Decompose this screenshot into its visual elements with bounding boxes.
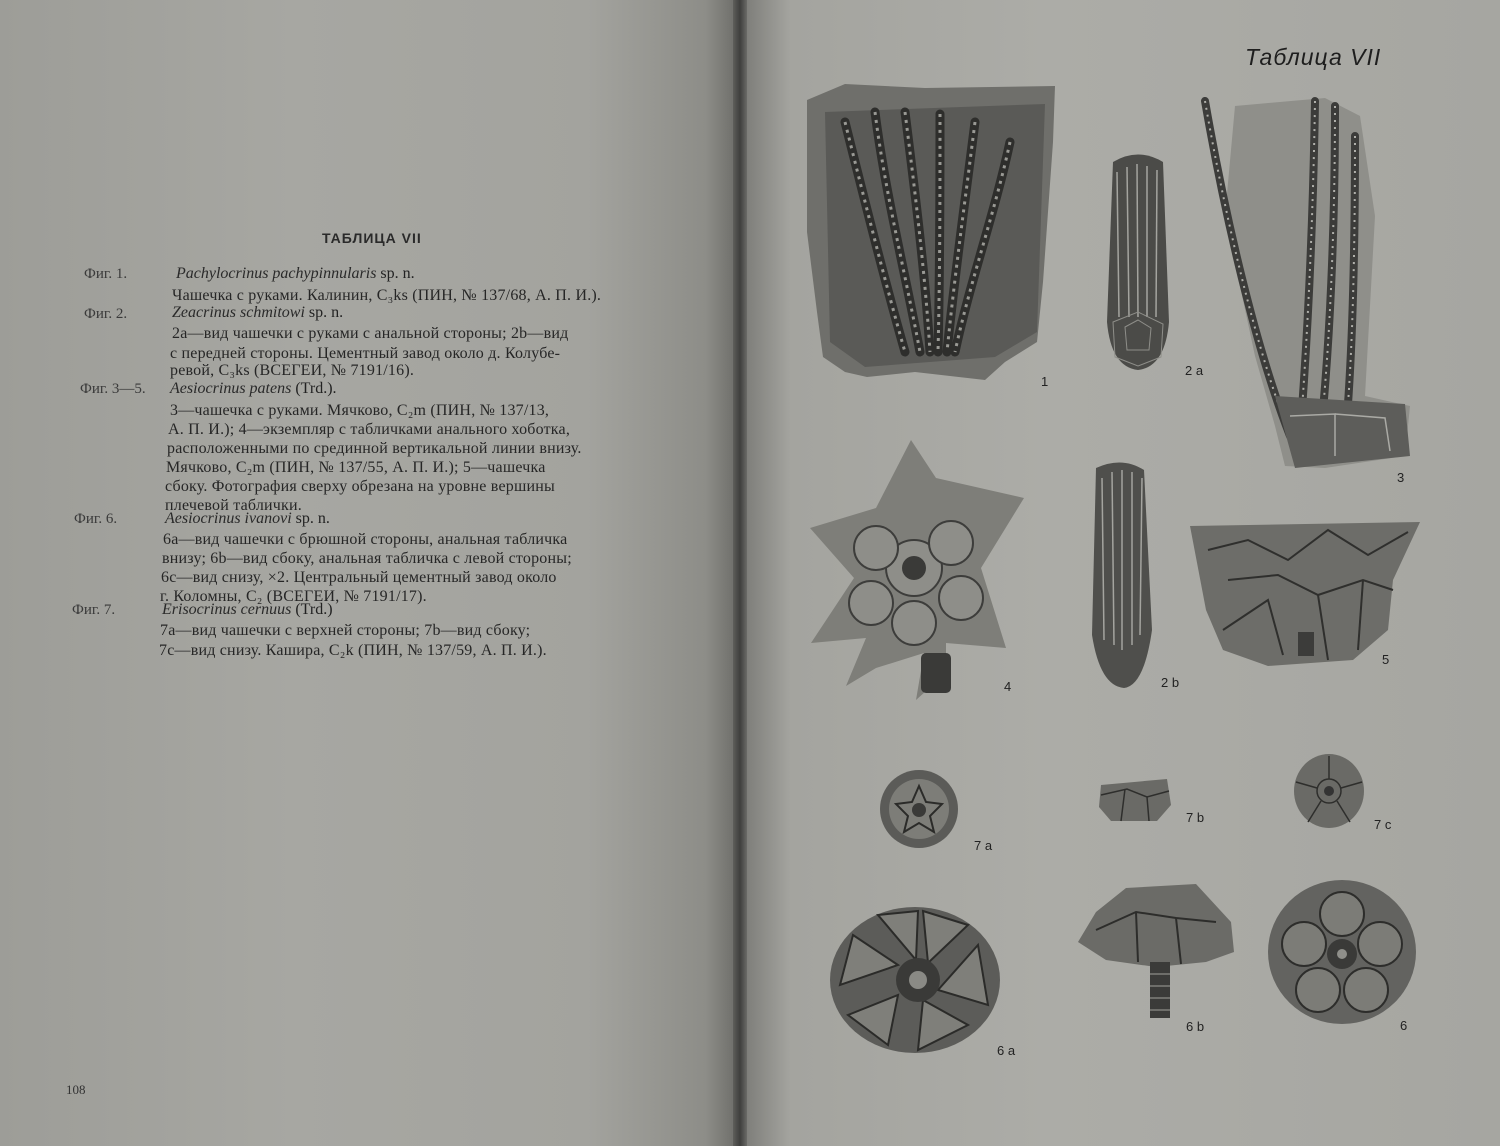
caption-line: с передней стороны. Цементный завод около д. Колубе-: [170, 345, 561, 362]
species-name: Erisocrinus cernuus: [162, 601, 292, 618]
caption-line: 6a—вид чашечки с брюшной стороны, анальная табличка: [163, 531, 568, 548]
caption-line: расположенными по срединной вертикальной линии внизу.: [167, 440, 582, 457]
species-name: Zeacrinus schmitowi: [172, 304, 305, 321]
figure-label-6b: 6 b: [1186, 1019, 1205, 1034]
figure-label-6a: 6 a: [997, 1043, 1016, 1058]
fossil-photo-fig6a: [828, 905, 1003, 1055]
species-suffix: (Trd.): [291, 601, 333, 618]
species-suffix: sp. n.: [304, 304, 344, 321]
figure-label-1: 1: [1041, 374, 1049, 389]
figure-label-3: 3: [1397, 470, 1405, 485]
species-suffix: sp. n.: [291, 510, 330, 527]
caption-label: Фиг. 7.: [72, 602, 116, 618]
caption-title: [172, 304, 343, 322]
figure-captions: [0, 0, 735, 760]
species-name: Aesiocrinus ivanovi: [165, 510, 292, 527]
species-name: Pachylocrinus pachypinnularis: [176, 265, 377, 282]
figure-label-2a: 2 a: [1185, 363, 1204, 378]
caption-line: 3—чашечка с руками. Мячково, C₂m (ПИН, № 137/13,: [170, 402, 550, 419]
figure-label-2b: 2 b: [1161, 675, 1180, 690]
figure-label-7b: 7 b: [1186, 810, 1205, 825]
caption-line: 6c—вид снизу, ×2. Центральный цементный завод около: [161, 569, 557, 586]
caption-line: плечевой таблички.: [165, 497, 302, 514]
species-suffix: sp. n.: [376, 265, 415, 282]
fossil-photo-fig7b: [1097, 775, 1173, 823]
book-gutter: [733, 0, 747, 1146]
caption-line: 7c—вид снизу. Кашира, C₂k (ПИН, № 137/59, А. П. И.).: [159, 642, 547, 659]
caption-line: 7a—вид чашечки с верхней стороны; 7b—вид сбоку;: [160, 622, 531, 639]
caption-line: г. Коломны, C₂ (ВСЕГЕИ, № 7191/17).: [160, 588, 427, 605]
caption-label: Фиг. 1.: [84, 266, 128, 282]
caption-line: А. П. И.); 4—экземпляр с табличками анального хоботка,: [168, 421, 571, 438]
caption-title: [170, 380, 337, 398]
plate-title: Таблица VII: [1245, 44, 1382, 70]
figure-label-5: 5: [1382, 652, 1390, 667]
caption-title: [165, 510, 330, 528]
fossil-photo-fig6b: [1076, 882, 1236, 1022]
figure-label-7a: 7 a: [974, 838, 993, 853]
fossil-photo-fig7c: [1292, 752, 1366, 830]
fossil-photo-fig6c: [1266, 878, 1418, 1028]
plate-caption-heading: ТАБЛИЦА VII: [322, 230, 422, 246]
fossil-photo-fig1: [805, 82, 1060, 382]
caption-line: ревой, C₃ks (ВСЕГЕИ, № 7191/16).: [170, 362, 415, 379]
caption-label: Фиг. 6.: [74, 511, 118, 527]
fossil-photo-fig7a: [878, 768, 960, 850]
caption-line: Мячково, C₂m (ПИН, № 137/55, А. П. И.); 5—чашечка: [166, 459, 546, 476]
caption-line: внизу; 6b—вид сбоку, анальная табличка с левой стороны;: [162, 550, 572, 567]
fossil-photo-fig4: [806, 438, 1032, 703]
caption-title: [176, 265, 415, 283]
fossil-photo-fig3: [1195, 96, 1420, 471]
caption-title: [162, 601, 333, 619]
fossil-photo-fig2b: [1084, 460, 1159, 690]
caption-label: Фиг. 2.: [84, 306, 128, 322]
page-number: 108: [66, 1082, 86, 1097]
caption-line: 2a—вид чашечки с руками с анальной стороны; 2b—вид: [172, 325, 569, 342]
species-name: Aesiocrinus patens: [170, 380, 292, 397]
figure-label-6: 6: [1400, 1018, 1408, 1033]
caption-label: Фиг. 3—5.: [80, 381, 146, 397]
caption-line: сбоку. Фотография сверху обрезана на уровне вершины: [165, 478, 555, 495]
species-suffix: (Trd.).: [291, 380, 337, 397]
fossil-photo-fig2a: [1103, 152, 1173, 372]
caption-line: Чашечка с руками. Калинин, C₃ks (ПИН, № 137/68, А. П. И.).: [172, 287, 602, 304]
figure-label-4: 4: [1004, 679, 1012, 694]
figure-label-7c: 7 c: [1374, 817, 1392, 832]
fossil-photo-fig5: [1188, 520, 1422, 668]
